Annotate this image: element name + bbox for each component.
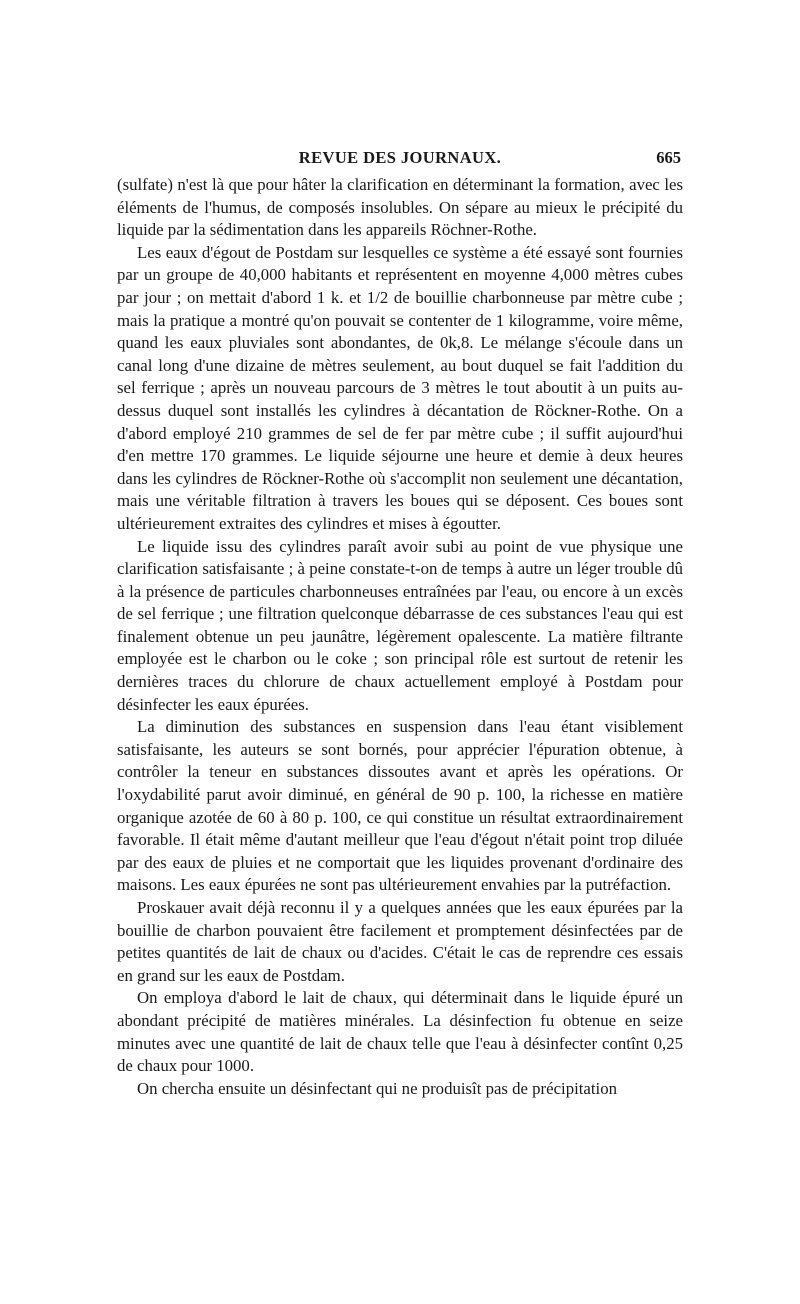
paragraph-proskauer: Proskauer avait déjà reconnu il y a quelques années que les eaux épurées par la bouillie de charbon pouvaient être facilement et promptement désinfectées par de petites quantités de lait de chaux ou d'acides. C'était le cas de reprendre ces essais en grand sur les eaux de Postdam. xyxy=(117,898,683,985)
document-page xyxy=(117,148,683,1100)
paragraph-disinfectant: On chercha ensuite un désinfectant qui ne produisît pas de précipitation xyxy=(137,1078,617,1098)
paragraph-dissolved-substances: La diminution des substances en suspension dans l'eau étant visiblement satisfaisante, les auteurs se sont bornés, pour apprécier l'épuration obtenue, à contrôler la teneur en substances dissoutes avant et après les opérations. Or l'oxydabilité parut avoir diminué, en général de 90 p. 100, la richesse en matière organique azotée de 60 à 80 p. 100, ce qui constitue un résultat extraordinairement favorable. Il était même d'autant meilleur que l'eau d'égout n'était point trop diluée par des eaux de pluies et ne comportait que les liquides provenant d'ordinaire des maisons. Les eaux épurées ne sont pas ultérieurement envahies par la putréfaction. xyxy=(117,717,683,895)
page-number: 665 xyxy=(656,148,681,167)
paragraph-lime-milk: On employa d'abord le lait de chaux, qui déterminait dans le liquide épuré un abondant précipité de matières minérales. La désinfection fu obtenue en seize minutes avec une quantité de lait de chaux telle que l'eau à désinfecter contînt 0,25 de chaux pour 1000. xyxy=(117,988,683,1076)
article-body xyxy=(117,174,683,1100)
paragraph-postdam-system: Les eaux d'égout de Postdam sur lesquelles ce système a été essayé sont fournies par un groupe de 40,000 habitants et représentent en moyenne 4,000 mètres cubes par jour ; on mettait d'abord 1 k. et 1/2 de bouillie charbonneuse par mètre cube ; mais la pratique a montré qu'on pouvait se contenter de 1 kilogramme, voire même, quand les eaux pluviales sont abondantes, de 0k,8. Le mélange s'écoule dans un canal long d'une dizaine de mètres seulement, au bout duquel se fait l'addition du sel ferrique ; après un nouveau parcours de 3 mètres le tout aboutit à un puits au-dessus duquel sont installés les cylindres à décantation de Röckner-Rothe. On a d'abord employé 210 grammes de sel de fer par mètre cube ; il suffit aujourd'hui d'en mettre 170 grammes. Le liquide séjourne une heure et demie à deux heures dans les cylindres de Röckner-Rothe où s'accomplit non seulement une décantation, mais une véritable filtration à travers les boues qui se déposent. Ces boues sont ultérieurement extraites des cylindres et mises à égoutter. xyxy=(117,242,683,533)
running-title: REVUE DES JOURNAUX. xyxy=(298,148,502,167)
paragraph-liquid-clarification: Le liquide issu des cylindres paraît avoir subi au point de vue physique une clarification satisfaisante ; à peine constate-t-on de temps à autre un léger trouble dû à la présence de particules charbonneuses entraînées par l'eau, ou encore à un excès de sel ferrique ; une filtration quelconque débarrasse de ces substances l'eau qui est finalement obtenue un peu jaunâtre, légèrement opalescente. La matière filtrante employée est le charbon ou le coke ; son principal rôle est surtout de retenir les dernières traces du chlorure de chaux actuellement employé à Postdam pour désinfecter les eaux épurées. xyxy=(117,536,683,714)
paragraph-continuation: (sulfate) n'est là que pour hâter la clarification en déterminant la formation, avec les éléments de l'humus, de composés insolubles. On sépare au mieux le précipité du liquide par la sédimentation dans les appareils Röchner-Rothe. xyxy=(117,175,683,240)
page-header xyxy=(117,148,683,172)
